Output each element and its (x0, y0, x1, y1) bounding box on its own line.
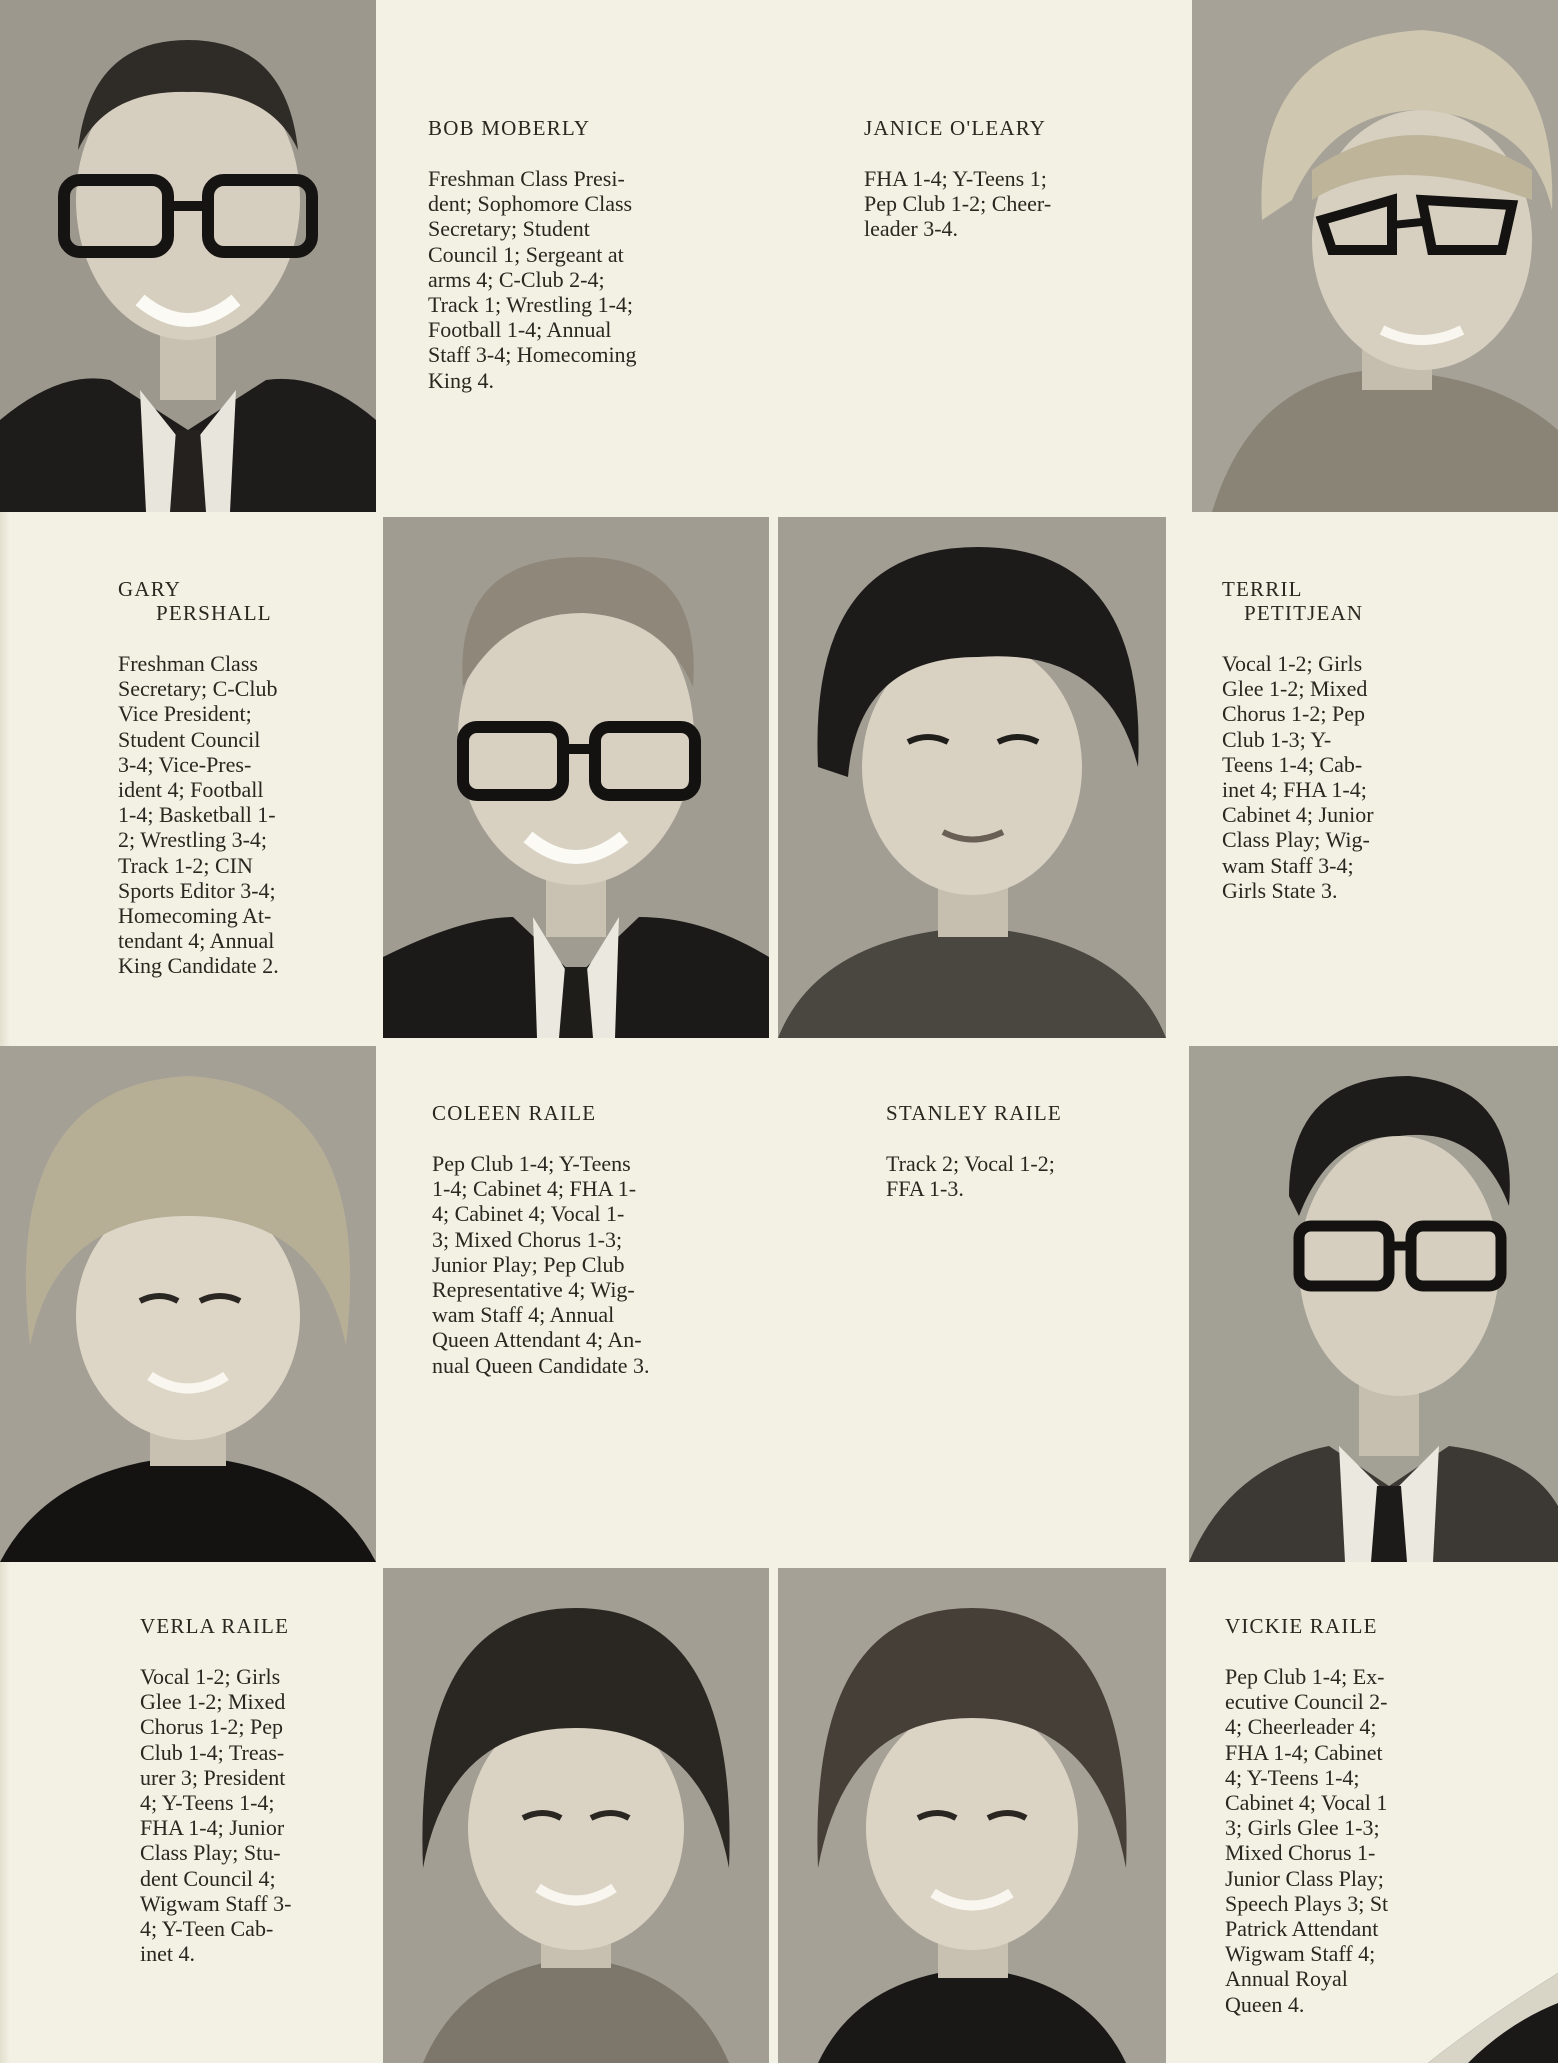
entry-verla-raile (140, 1614, 291, 1966)
student-name-line1: GARY (118, 577, 182, 601)
student-activities: Vocal 1-2; Girls Glee 1-2; Mixed Chorus 1-2; Pep Club 1-3; Y- Teens 1-4; Cab- inet 4; FHA 1-4; Cabinet 4; Junior Class Play; Wig- wam Staff 3-4; Girls State 3. (1222, 651, 1374, 903)
student-activities: Freshman Class Presi- dent; Sophomore Class Secretary; Student Council 1; Sergeant at arms 4; C-Club 2-4; Track 1; Wrestling 1-4; Football 1-4; Annual Staff 3-4; Homecoming King 4. (428, 166, 637, 393)
student-name (118, 577, 279, 625)
portrait-bob-moberly (0, 0, 376, 512)
student-activities: Pep Club 1-4; Ex- ecutive Council 2- 4; Cheerleader 4; FHA 1-4; Cabinet 4; Y-Teens 1-4; Cabinet 4; Vocal 1 3; Girls Glee 1-3; Mixed Chorus 1- Junior Class Play; Speech Plays 3; St Patrick Attendant Wigwam Staff 4; Annual Royal Queen 4. (1225, 1664, 1389, 2017)
student-activities: Pep Club 1-4; Y-Teens 1-4; Cabinet 4; FHA 1- 4; Cabinet 4; Vocal 1- 3; Mixed Chorus 1-3; Junior Play; Pep Club Representative 4; Wig- wam Staff 4; Annual Queen Attendant 4; An- nual Queen Candidate 3. (432, 1151, 650, 1378)
portrait-gary-pershall (383, 517, 769, 1038)
entry-gary-pershall (118, 577, 279, 979)
portrait-verla-raile-row3 (0, 1046, 376, 1562)
entry-vickie-raile (1225, 1614, 1388, 2017)
portrait-terril-petitjean (778, 517, 1166, 1038)
portrait-row4-right (778, 1568, 1166, 2063)
entry-janice-oleary (864, 116, 1051, 242)
portrait-row4-left (383, 1568, 769, 2063)
student-activities: Track 2; Vocal 1-2; FFA 1-3. (886, 1151, 1055, 1202)
portrait-stanley-raile (1189, 1046, 1558, 1562)
student-activities: FHA 1-4; Y-Teens 1; Pep Club 1-2; Cheer- leader 3-4. (864, 166, 1052, 242)
portrait-janice-oleary (1192, 0, 1558, 512)
student-name: STANLEY RAILE (886, 1101, 1062, 1125)
student-name-line2: PETITJEAN (1244, 601, 1364, 625)
student-name: VICKIE RAILE (1225, 1614, 1378, 1638)
student-name: JANICE O'LEARY (864, 116, 1047, 140)
entry-stanley-raile (886, 1101, 1062, 1201)
torn-corner (1408, 1953, 1558, 2063)
student-activities: Freshman Class Secretary; C-Club Vice President; Student Council 3-4; Vice-Pres- ident 4; Football 1-4; Basketball 1- 2; Wrestling 3-4; Track 1-2; CIN Sports Editor 3-4; Homecoming At- tendant 4; Annual King Candidate 2. (118, 651, 279, 979)
entry-coleen-raile (432, 1101, 650, 1378)
student-name: COLEEN RAILE (432, 1101, 597, 1125)
student-name (1222, 577, 1374, 625)
entry-bob-moberly (428, 116, 637, 393)
student-name: BOB MOBERLY (428, 116, 591, 140)
student-activities: Vocal 1-2; Girls Glee 1-2; Mixed Chorus 1-2; Pep Club 1-4; Treas- urer 3; President 4; Y-Teens 1-4; FHA 1-4; Junior Class Play; Stu- dent Council 4; Wigwam Staff 3- 4; Y-Teen Cab- inet 4. (140, 1664, 292, 1967)
student-name-line2: PERSHALL (156, 601, 272, 625)
student-name: VERLA RAILE (140, 1614, 290, 1638)
student-name-line1: TERRIL (1222, 577, 1303, 601)
entry-terril-petitjean (1222, 577, 1374, 903)
